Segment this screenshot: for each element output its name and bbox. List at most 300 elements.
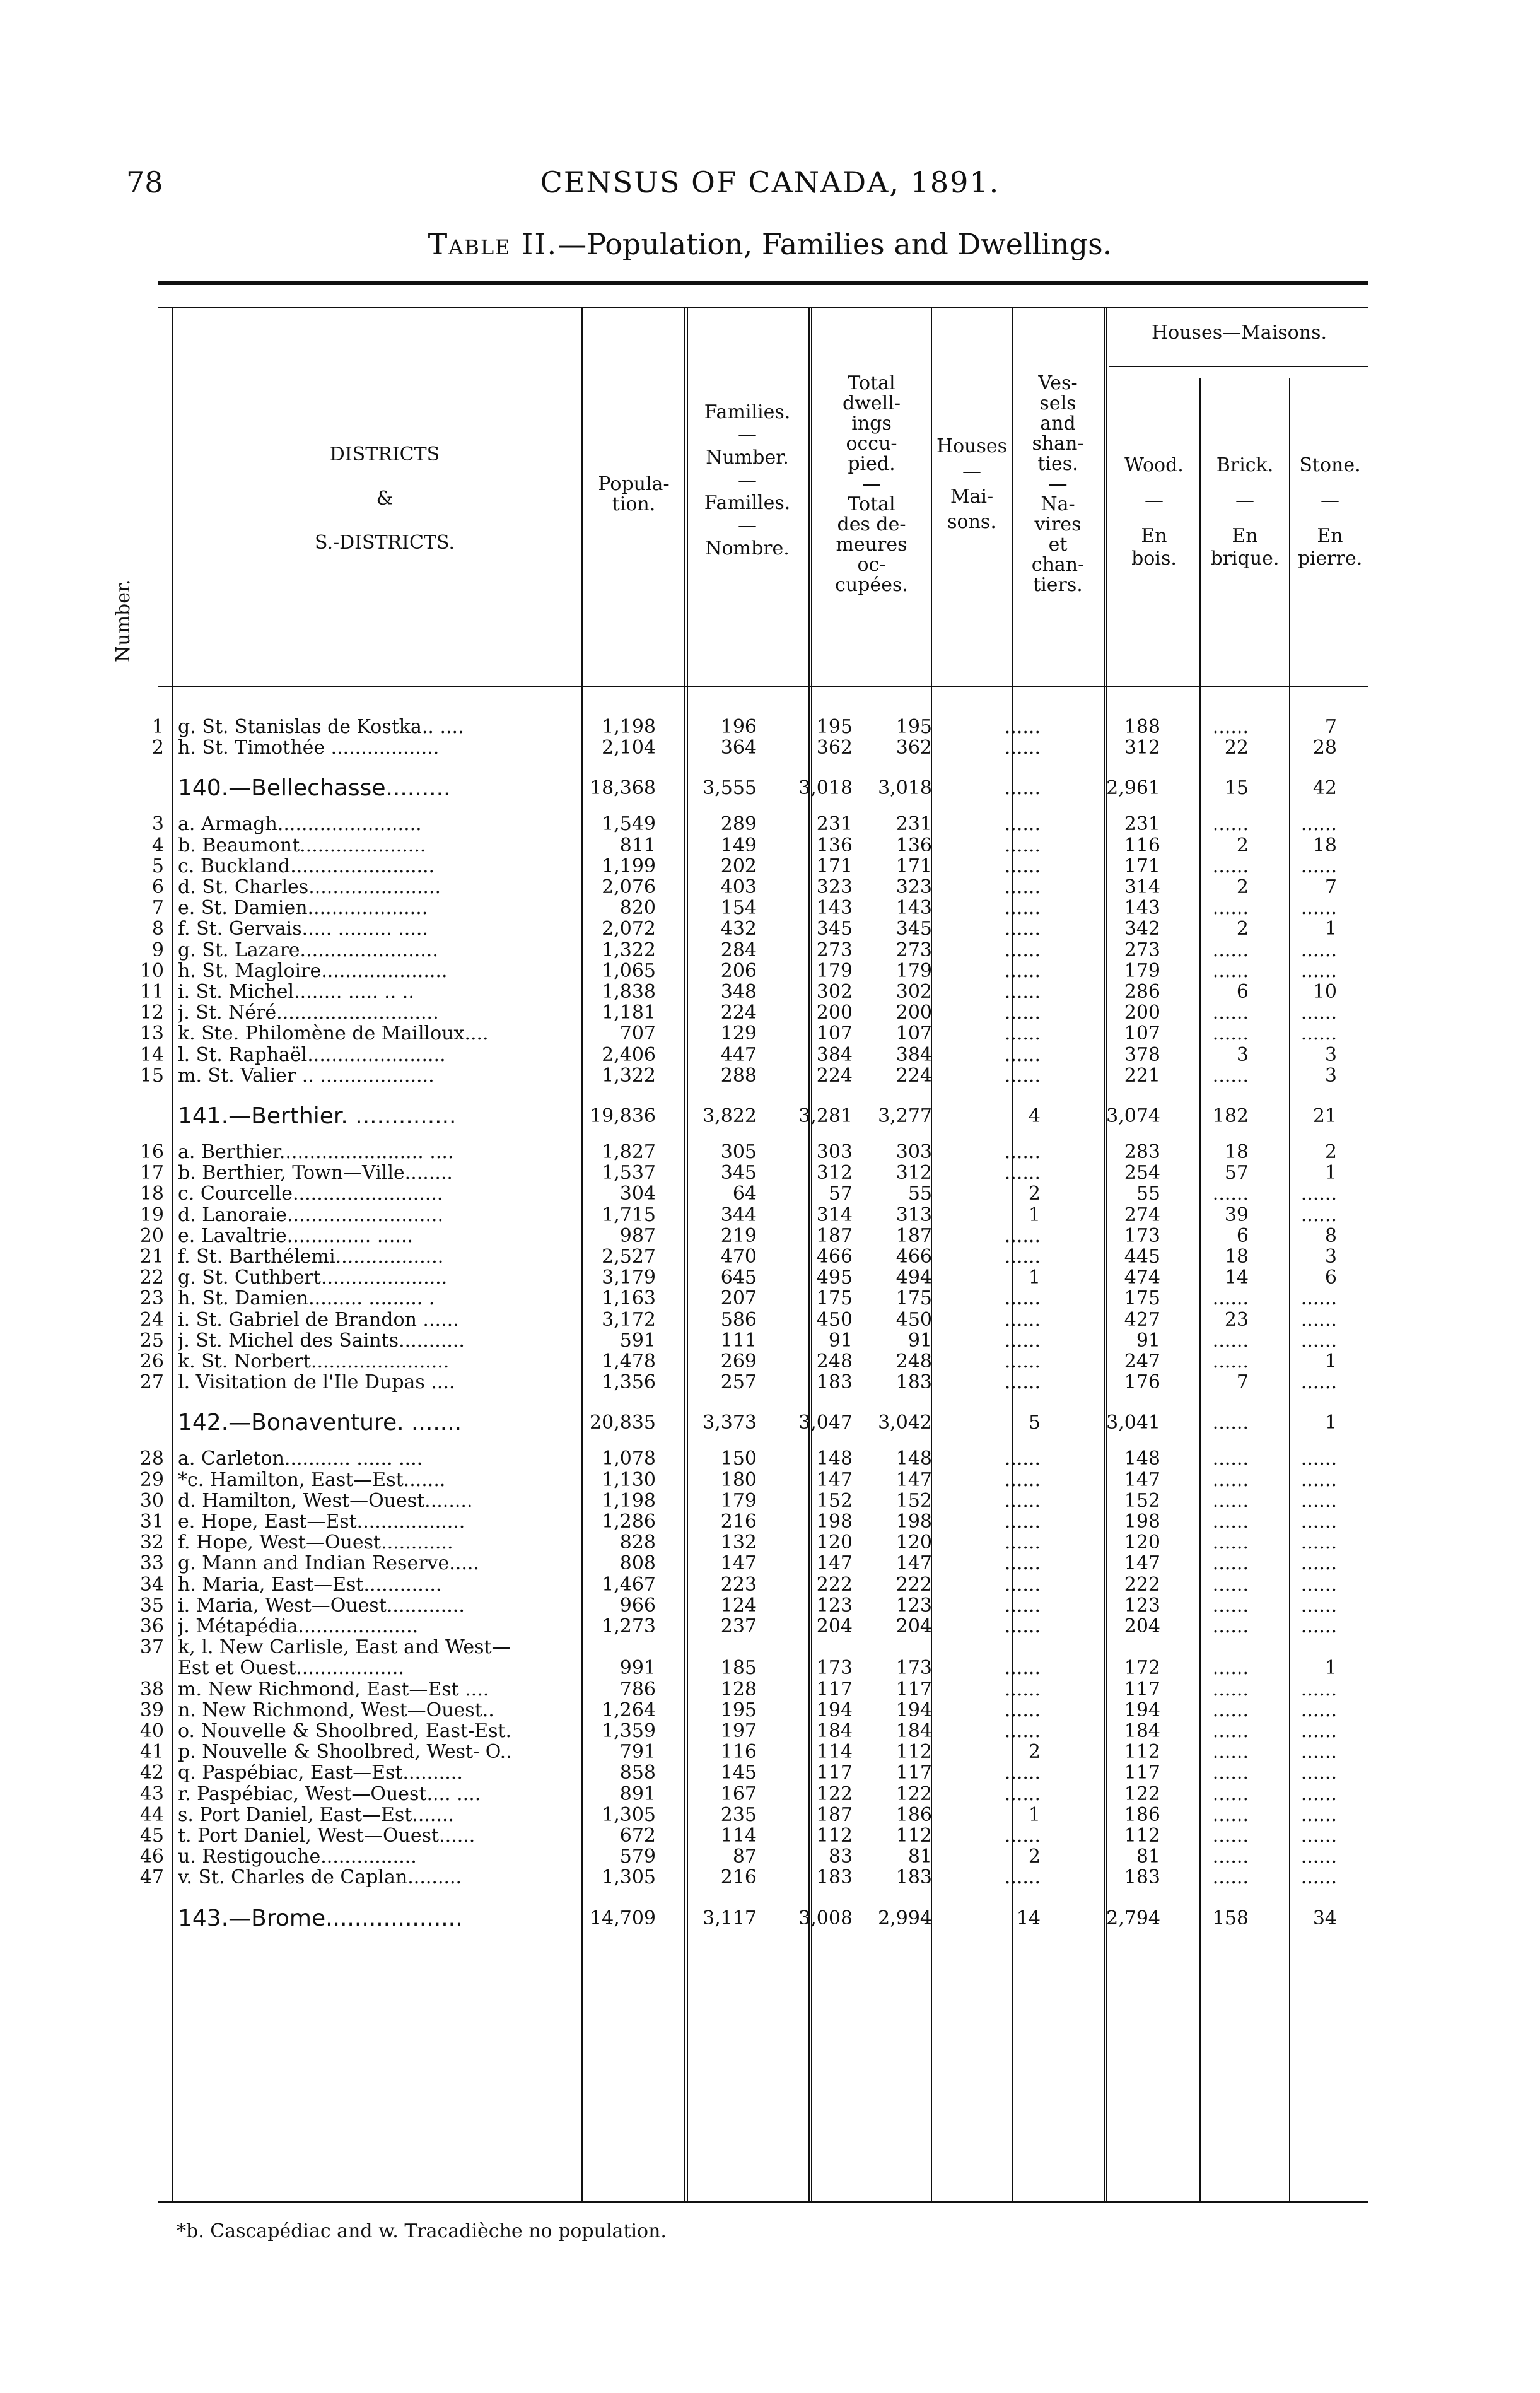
- cell-wo: 312: [1124, 737, 1160, 759]
- cell-dw: 248: [816, 1350, 853, 1372]
- cell-dw: 175: [816, 1287, 853, 1310]
- header-line: Wood.: [1124, 454, 1184, 476]
- table-row: [0, 1448, 1540, 1470]
- cell-dw: 83: [828, 1846, 853, 1868]
- cell-no: 14: [139, 1043, 164, 1066]
- cell-name: b. Berthier, Town—Ville........: [178, 1162, 453, 1185]
- table-row: [0, 1246, 1540, 1268]
- cell-st: ......: [1300, 1615, 1337, 1637]
- header-line: ties.: [1037, 453, 1078, 475]
- cell-pop: 1,838: [602, 981, 656, 1003]
- cell-ve: ......: [1004, 1224, 1041, 1247]
- cell-name: f. St. Barthélemi..................: [178, 1246, 444, 1268]
- cell-name: m. St. Valier .. ...................: [178, 1065, 435, 1087]
- cell-fam: 219: [720, 1224, 757, 1247]
- cell-ve: ......: [1004, 1720, 1041, 1742]
- header-line: —: [738, 469, 757, 491]
- cell-fam: 432: [720, 918, 757, 940]
- cell-name: d. Lanoraie..........................: [178, 1204, 443, 1226]
- cell-name: a. Armagh........................: [178, 814, 422, 836]
- cell-dw: 231: [816, 813, 853, 836]
- cell-name: s. Port Daniel, East—Est.......: [178, 1804, 455, 1826]
- cell-no: 37: [139, 1636, 164, 1659]
- cell-ve: 14: [1016, 1907, 1041, 1929]
- cell-fam: 179: [720, 1489, 757, 1512]
- cell-name: k. Ste. Philomène de Mailloux....: [178, 1023, 489, 1045]
- header-houses-group: Houses—Maisons.: [1152, 322, 1327, 344]
- cell-wo: 148: [1124, 1448, 1160, 1470]
- cell-name: e. Hope, East—Est..................: [178, 1511, 465, 1533]
- cell-fam: 235: [720, 1803, 757, 1826]
- cell-fam: 197: [720, 1720, 757, 1742]
- cell-br: ......: [1212, 1573, 1249, 1596]
- header-families: [691, 401, 804, 560]
- cell-fam: 288: [720, 1064, 757, 1087]
- table-row: [0, 737, 1540, 759]
- cell-ve: ......: [1004, 1615, 1041, 1637]
- cell-ve: 2: [1028, 1846, 1041, 1868]
- header-line: and: [1040, 412, 1076, 435]
- cell-st: ......: [1300, 1741, 1337, 1764]
- header-line: dwell-: [843, 392, 901, 414]
- cell-br: 6: [1236, 981, 1249, 1003]
- district-row: [0, 1103, 1540, 1130]
- cell-br: 22: [1224, 737, 1249, 759]
- cell-fam: 124: [720, 1594, 757, 1617]
- cell-st: ......: [1300, 1699, 1337, 1721]
- cell-fam: 3,555: [703, 777, 757, 800]
- cell-st: ......: [1300, 1371, 1337, 1394]
- header-line: —: [1321, 489, 1339, 512]
- cell-name: 141.—Berthier. ..............: [178, 1103, 457, 1129]
- cell-fam: 206: [720, 959, 757, 982]
- cell-ve: ......: [1004, 1043, 1041, 1066]
- cell-wo: 120: [1124, 1531, 1160, 1554]
- cell-ve: ......: [1004, 897, 1041, 920]
- cell-pop: 672: [619, 1825, 656, 1847]
- table-row: [0, 961, 1540, 982]
- cell-fam: 257: [720, 1371, 757, 1394]
- header-line: Houses: [936, 435, 1008, 457]
- cell-no: 11: [139, 981, 164, 1003]
- cell-wo: 3,041: [1106, 1412, 1160, 1434]
- cell-wo: 314: [1124, 876, 1160, 898]
- cell-dw: 122: [816, 1782, 853, 1805]
- cell-dw: 466: [816, 1246, 853, 1268]
- cell-wo: 116: [1124, 834, 1160, 857]
- cell-no: 25: [139, 1329, 164, 1352]
- cell-ve: ......: [1004, 1448, 1041, 1470]
- cell-name: 142.—Bonaventure. .......: [178, 1410, 462, 1436]
- cell-ho: 198: [895, 1511, 932, 1533]
- cell-wo: 117: [1124, 1678, 1160, 1700]
- cell-fam: 348: [720, 981, 757, 1003]
- cell-name: e. Lavaltrie.............. ......: [178, 1225, 414, 1247]
- table-row: [0, 1065, 1540, 1087]
- cell-wo: 147: [1124, 1552, 1160, 1575]
- cell-fam: 150: [720, 1448, 757, 1470]
- header-line: —: [1048, 473, 1068, 495]
- cell-wo: 112: [1124, 1825, 1160, 1847]
- table-row: [0, 1553, 1540, 1574]
- cell-st: ......: [1300, 1203, 1337, 1226]
- cell-st: 8: [1324, 1224, 1337, 1247]
- cell-fam: 149: [720, 834, 757, 857]
- table-row: [0, 1142, 1540, 1163]
- cell-name: Est et Ouest..................: [178, 1658, 405, 1680]
- cell-st: ......: [1300, 1552, 1337, 1575]
- cell-ve: ......: [1004, 1162, 1041, 1185]
- header-line: Number.: [706, 447, 789, 469]
- cell-name: i. St. Gabriel de Brandon ......: [178, 1309, 459, 1331]
- table-row: [0, 1741, 1540, 1763]
- cell-fam: 305: [720, 1141, 757, 1163]
- cell-br: ......: [1212, 716, 1249, 738]
- cell-fam: 196: [720, 716, 757, 738]
- cell-fam: 344: [720, 1203, 757, 1226]
- cell-name: a. Carleton........... ...... ....: [178, 1448, 423, 1470]
- table-row: [0, 1679, 1540, 1700]
- header-stone: [1292, 454, 1368, 570]
- cell-ho: 224: [895, 1064, 932, 1087]
- header-number: Number.: [112, 579, 134, 662]
- cell-st: 2: [1324, 1141, 1337, 1163]
- cell-name: d. St. Charles......................: [178, 877, 441, 898]
- cell-st: 18: [1312, 834, 1337, 857]
- cell-pop: 1,827: [602, 1141, 656, 1163]
- table-row: [0, 1002, 1540, 1024]
- cell-wo: 107: [1124, 1022, 1160, 1045]
- cell-ho: 171: [895, 855, 932, 877]
- cell-fam: 202: [720, 855, 757, 877]
- cell-pop: 820: [619, 897, 656, 920]
- cell-wo: 3,074: [1106, 1105, 1160, 1127]
- cell-br: 158: [1212, 1907, 1249, 1929]
- cell-ve: ......: [1004, 1002, 1041, 1024]
- cell-wo: 123: [1124, 1594, 1160, 1617]
- cell-ve: ......: [1004, 939, 1041, 961]
- cell-name: k, l. New Carlisle, East and West—: [178, 1637, 511, 1659]
- cell-st: 1: [1324, 918, 1337, 940]
- cell-dw: 3,018: [798, 777, 853, 800]
- cell-st: ......: [1300, 1594, 1337, 1617]
- header-line: Total: [848, 372, 895, 394]
- cell-pop: 579: [619, 1846, 656, 1868]
- cell-ve: ......: [1004, 1866, 1041, 1889]
- cell-name: a. Berthier........................ ....: [178, 1142, 454, 1163]
- cell-ve: 1: [1028, 1267, 1041, 1289]
- cell-dw: 117: [816, 1762, 853, 1784]
- header-line: tiers.: [1033, 574, 1083, 596]
- table-row: [0, 1595, 1540, 1617]
- header-line: —: [1235, 489, 1254, 512]
- cell-pop: 1,264: [602, 1699, 656, 1721]
- table-row: [0, 1330, 1540, 1352]
- table-label: Table II.: [428, 227, 558, 261]
- cell-name: c. Buckland........................: [178, 855, 435, 877]
- cell-ve: ......: [1004, 1329, 1041, 1352]
- cell-no: 10: [139, 959, 164, 982]
- cell-pop: 707: [619, 1022, 656, 1045]
- cell-no: 38: [139, 1678, 164, 1700]
- cell-br: ......: [1212, 1741, 1249, 1764]
- cell-st: ......: [1300, 1287, 1337, 1310]
- cell-br: ......: [1212, 1552, 1249, 1575]
- cell-st: ......: [1300, 1448, 1337, 1470]
- cell-name: g. St. Stanislas de Kostka.. ....: [178, 717, 464, 738]
- cell-br: 2: [1236, 834, 1249, 857]
- cell-fam: 129: [720, 1022, 757, 1045]
- cell-fam: 167: [720, 1782, 757, 1805]
- cell-pop: 1,322: [602, 1064, 656, 1087]
- cell-name: d. Hamilton, West—Ouest........: [178, 1490, 473, 1512]
- cell-br: ......: [1212, 1762, 1249, 1784]
- page-number: 78: [126, 165, 163, 199]
- cell-name: *c. Hamilton, East—Est.......: [178, 1469, 446, 1491]
- cell-pop: 1,322: [602, 939, 656, 961]
- cell-wo: 176: [1124, 1371, 1160, 1394]
- cell-ho: 204: [895, 1615, 932, 1637]
- cell-pop: 1,305: [602, 1866, 656, 1889]
- cell-dw: 107: [816, 1022, 853, 1045]
- cell-no: 20: [139, 1224, 164, 1247]
- header-line: Na-: [1041, 493, 1075, 515]
- table-row: [0, 898, 1540, 919]
- cell-br: ......: [1212, 1448, 1249, 1470]
- cell-ve: ......: [1004, 1531, 1041, 1554]
- cell-pop: 828: [619, 1531, 656, 1554]
- cell-no: 29: [139, 1468, 164, 1491]
- cell-wo: 474: [1124, 1267, 1160, 1289]
- cell-no: 27: [139, 1371, 164, 1394]
- cell-no: 19: [139, 1203, 164, 1226]
- cell-fam: 403: [720, 876, 757, 898]
- cell-fam: 447: [720, 1043, 757, 1066]
- header-vessels: [1015, 373, 1100, 595]
- cell-wo: 200: [1124, 1002, 1160, 1024]
- cell-dw: 187: [816, 1224, 853, 1247]
- cell-pop: 858: [619, 1762, 656, 1784]
- cell-ho: 136: [895, 834, 932, 857]
- cell-st: ......: [1300, 1511, 1337, 1533]
- cell-ho: 122: [895, 1782, 932, 1805]
- cell-name: h. Maria, East—Est.............: [178, 1574, 442, 1596]
- cell-br: ......: [1212, 1287, 1249, 1310]
- cell-ho: 120: [895, 1531, 932, 1554]
- cell-pop: 2,527: [602, 1246, 656, 1268]
- cell-ho: 248: [895, 1350, 932, 1372]
- cell-fam: 237: [720, 1615, 757, 1637]
- houses-group-rule: [1109, 366, 1368, 367]
- cell-pop: 786: [619, 1678, 656, 1700]
- cell-ve: ......: [1004, 813, 1041, 836]
- cell-st: ......: [1300, 1531, 1337, 1554]
- cell-name: t. Port Daniel, West—Ouest......: [178, 1825, 475, 1847]
- cell-br: 6: [1236, 1224, 1249, 1247]
- cell-dw: 171: [816, 855, 853, 877]
- cell-br: ......: [1212, 813, 1249, 836]
- table-row: [0, 918, 1540, 940]
- cell-br: ......: [1212, 897, 1249, 920]
- cell-ho: 183: [895, 1866, 932, 1889]
- table-row: [0, 1846, 1540, 1868]
- cell-wo: 171: [1124, 855, 1160, 877]
- cell-no: 2: [151, 737, 164, 759]
- cell-ve: ......: [1004, 1699, 1041, 1721]
- cell-st: ......: [1300, 1468, 1337, 1491]
- cell-br: ......: [1212, 939, 1249, 961]
- cell-no: 8: [151, 918, 164, 940]
- cell-no: 26: [139, 1350, 164, 1372]
- cell-br: ......: [1212, 1002, 1249, 1024]
- cell-br: ......: [1212, 1720, 1249, 1742]
- cell-no: 31: [139, 1511, 164, 1533]
- header-line: vires: [1034, 513, 1082, 535]
- table-row: [0, 1700, 1540, 1721]
- cell-st: ......: [1300, 1183, 1337, 1205]
- cell-br: ......: [1212, 1594, 1249, 1617]
- table-row: [0, 1470, 1540, 1491]
- header-wood: [1110, 454, 1198, 570]
- cell-ho: 179: [895, 959, 932, 982]
- table-row: [0, 835, 1540, 857]
- cell-name: q. Paspébiac, East—Est..........: [178, 1762, 463, 1784]
- cell-st: ......: [1300, 1329, 1337, 1352]
- cell-name: j. Métapédia....................: [178, 1616, 419, 1637]
- cell-no: 4: [151, 834, 164, 857]
- cell-wo: 222: [1124, 1573, 1160, 1596]
- table-title: [0, 227, 1540, 261]
- cell-name: 140.—Bellechasse.........: [178, 775, 451, 802]
- table-title-text: —Population, Families and Dwellings.: [557, 227, 1112, 261]
- table-row: [0, 1805, 1540, 1826]
- cell-name: g. St. Cuthbert.....................: [178, 1267, 448, 1289]
- header-line: —: [862, 473, 881, 495]
- cell-fam: 132: [720, 1531, 757, 1554]
- cell-dw: 183: [816, 1371, 853, 1394]
- cell-no: 36: [139, 1615, 164, 1637]
- cell-st: 7: [1324, 716, 1337, 738]
- cell-dw: 57: [828, 1183, 853, 1205]
- cell-br: ......: [1212, 1183, 1249, 1205]
- cell-ho: 345: [895, 918, 932, 940]
- cell-dw: 495: [816, 1267, 853, 1289]
- cell-ve: ......: [1004, 876, 1041, 898]
- cell-br: ......: [1212, 1412, 1249, 1434]
- cell-dw: 200: [816, 1002, 853, 1024]
- cell-st: 21: [1312, 1105, 1337, 1127]
- cell-pop: 1,065: [602, 959, 656, 982]
- cell-ve: ......: [1004, 1678, 1041, 1700]
- cell-ve: ......: [1004, 777, 1041, 800]
- cell-no: 15: [139, 1064, 164, 1087]
- table-row: [0, 1762, 1540, 1784]
- cell-ve: ......: [1004, 834, 1041, 857]
- cell-ho: 362: [895, 737, 932, 759]
- cell-pop: 1,181: [602, 1002, 656, 1024]
- cell-dw: 323: [816, 876, 853, 898]
- cell-dw: 136: [816, 834, 853, 857]
- cell-wo: 286: [1124, 981, 1160, 1003]
- cell-dw: 194: [816, 1699, 853, 1721]
- table-row: [0, 1267, 1540, 1289]
- cell-ho: 112: [895, 1741, 932, 1764]
- header-line: Nombre.: [705, 537, 790, 559]
- header-line: bois.: [1131, 547, 1177, 570]
- cell-fam: 345: [720, 1162, 757, 1185]
- cell-no: 21: [139, 1246, 164, 1268]
- cell-dw: 273: [816, 939, 853, 961]
- cell-st: 3: [1324, 1246, 1337, 1268]
- cell-wo: 283: [1124, 1141, 1160, 1163]
- cell-st: ......: [1300, 1782, 1337, 1805]
- cell-no: 43: [139, 1782, 164, 1805]
- cell-ve: ......: [1004, 981, 1041, 1003]
- table-row: [0, 1309, 1540, 1331]
- cell-name: f. Hope, West—Ouest............: [178, 1532, 453, 1554]
- cell-st: ......: [1300, 1489, 1337, 1512]
- cell-ho: 323: [895, 876, 932, 898]
- cell-dw: 147: [816, 1552, 853, 1575]
- cell-ho: 117: [895, 1678, 932, 1700]
- cell-ho: 231: [895, 813, 932, 836]
- cell-ho: 312: [895, 1162, 932, 1185]
- cell-fam: 645: [720, 1267, 757, 1289]
- table-row: [0, 1511, 1540, 1533]
- cell-ho: 194: [895, 1699, 932, 1721]
- cell-st: ......: [1300, 1825, 1337, 1847]
- cell-pop: 1,537: [602, 1162, 656, 1185]
- cell-fam: 289: [720, 813, 757, 836]
- cell-name: k. St. Norbert.......................: [178, 1351, 450, 1372]
- cell-fam: 216: [720, 1866, 757, 1889]
- cell-st: ......: [1300, 1308, 1337, 1331]
- cell-ve: ......: [1004, 855, 1041, 877]
- cell-st: ......: [1300, 813, 1337, 836]
- cell-wo: 175: [1124, 1287, 1160, 1310]
- cell-dw: 198: [816, 1511, 853, 1533]
- cell-wo: 194: [1124, 1699, 1160, 1721]
- cell-br: ......: [1212, 1825, 1249, 1847]
- cell-st: 3: [1324, 1064, 1337, 1087]
- cell-pop: 1,305: [602, 1803, 656, 1826]
- cell-dw: 114: [816, 1741, 853, 1764]
- cell-pop: 1,078: [602, 1448, 656, 1470]
- cell-br: ......: [1212, 855, 1249, 877]
- cell-br: 14: [1224, 1267, 1249, 1289]
- cell-wo: 81: [1136, 1846, 1160, 1868]
- cell-br: ......: [1212, 1489, 1249, 1512]
- district-row: [0, 1905, 1540, 1933]
- cell-ve: ......: [1004, 716, 1041, 738]
- cell-pop: 1,198: [602, 716, 656, 738]
- cell-ve: ......: [1004, 1762, 1041, 1784]
- cell-wo: 55: [1136, 1183, 1160, 1205]
- cell-pop: 1,715: [602, 1203, 656, 1226]
- cell-wo: 184: [1124, 1720, 1160, 1742]
- cell-no: 22: [139, 1267, 164, 1289]
- cell-ve: ......: [1004, 1141, 1041, 1163]
- cell-ho: 183: [895, 1371, 932, 1394]
- cell-br: 3: [1236, 1043, 1249, 1066]
- header-line: —: [738, 515, 757, 537]
- cell-st: ......: [1300, 1846, 1337, 1868]
- header-line: Stone.: [1299, 454, 1361, 476]
- table-row: [0, 1574, 1540, 1596]
- cell-name: g. Mann and Indian Reserve.....: [178, 1553, 479, 1575]
- cell-wo: 254: [1124, 1162, 1160, 1185]
- cell-ho: 303: [895, 1141, 932, 1163]
